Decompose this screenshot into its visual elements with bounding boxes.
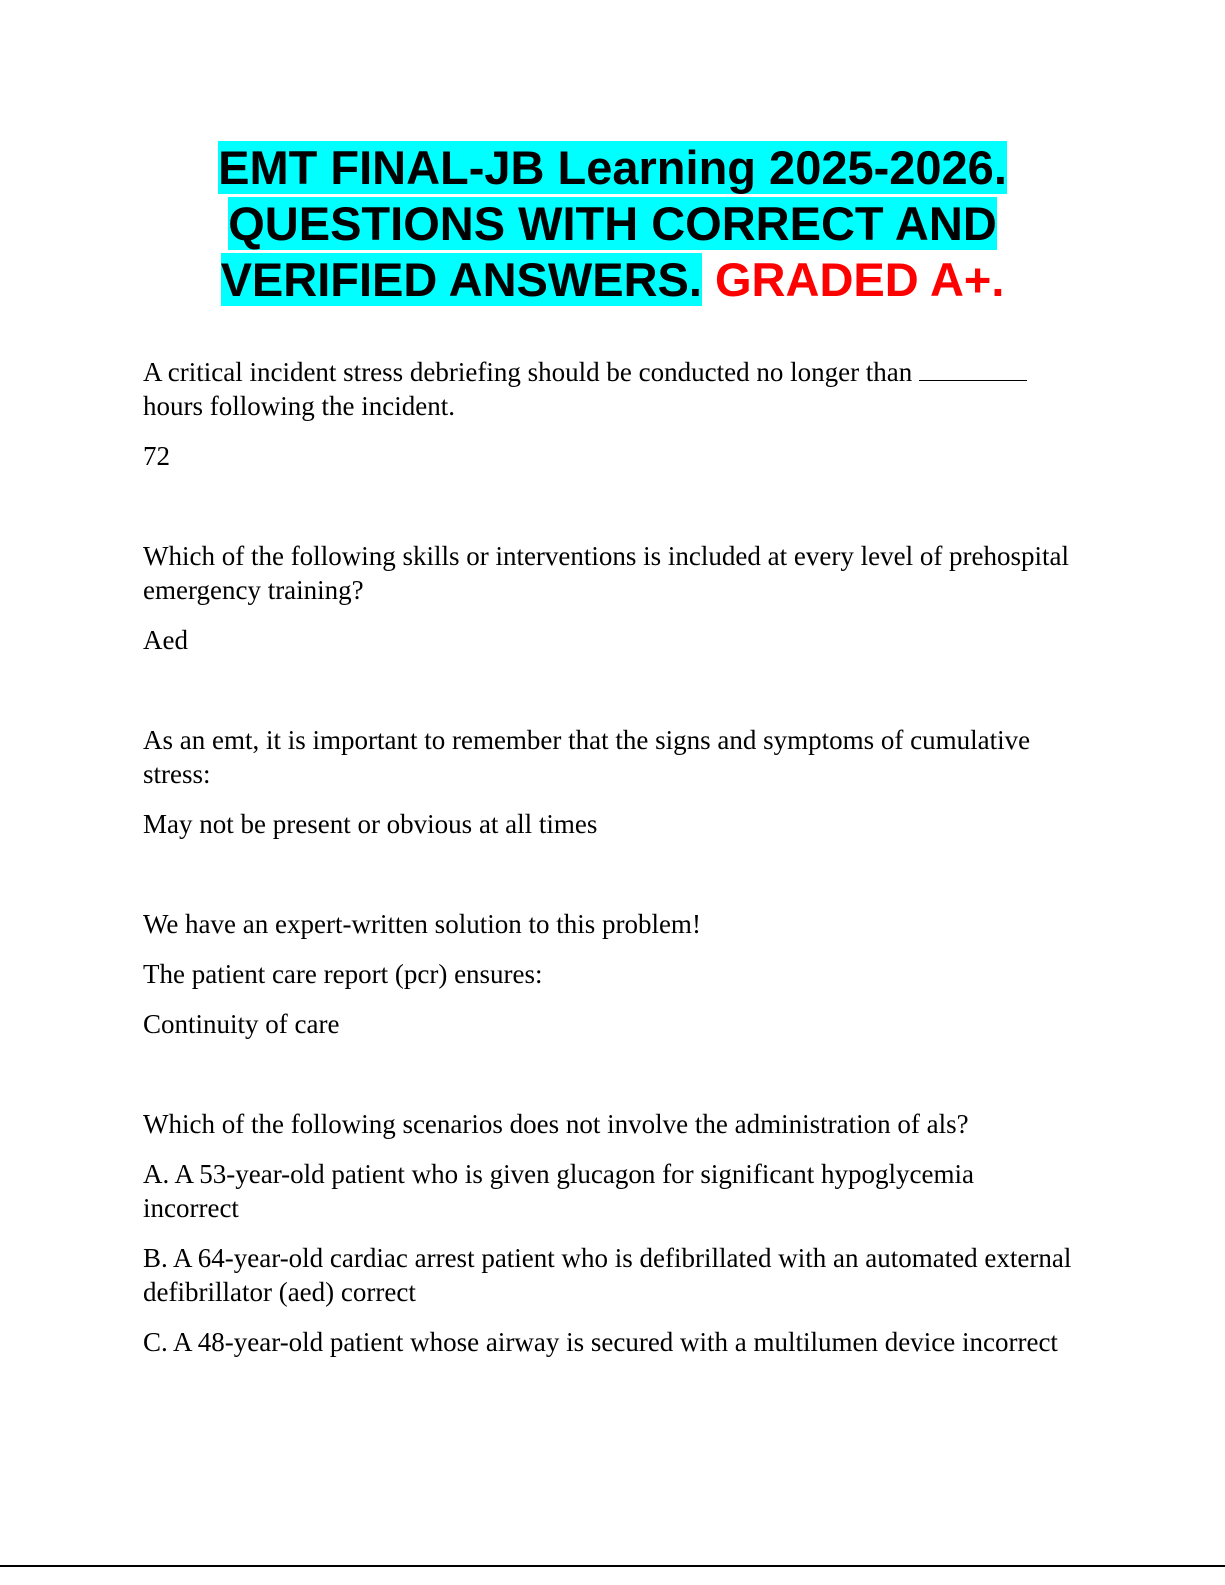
qa-item-3 [143,723,1073,841]
question-before-blank: A critical incident stress debriefing should be conducted no longer than [143,357,913,387]
qa-item-4 [143,907,1073,1041]
question-text: As an emt, it is important to remember that the signs and symptoms of cumulative stress: [143,725,1031,789]
question-text: The patient care report (pcr) ensures: [143,959,543,989]
title-line-2: QUESTIONS WITH CORRECT AND [228,197,997,250]
qa-item-1 [143,355,1073,473]
title-line-1: EMT FINAL-JB Learning 2025-2026. [218,141,1007,194]
document-title [120,140,1105,308]
answer-text: 72 [143,441,170,471]
graded-label: GRADED A+. [715,253,1005,306]
question-text: Which of the following skills or interventions is included at every level of prehospital emergency training? [143,541,1070,605]
qa-item-2 [143,539,1073,657]
question-text: Which of the following scenarios does not involve the administration of als? [143,1109,969,1139]
footer-rule [0,1565,1225,1567]
document-body [143,355,1073,1375]
question-after-blank: hours following the incident. [143,391,455,421]
answer-text: May not be present or obvious at all times [143,809,598,839]
option-a: A. A 53-year-old patient who is given glucagon for significant hypoglycemia incorrect [143,1159,975,1223]
title-line-3: VERIFIED ANSWERS. [220,253,702,306]
option-c: C. A 48-year-old patient whose airway is secured with a multilumen device incorrect [143,1327,1058,1357]
option-b: B. A 64-year-old cardiac arrest patient who is defibrillated with an automated external defibrillator (aed) correct [143,1243,1072,1307]
qa-item-5 [143,1107,1073,1359]
answer-text: Aed [143,625,188,655]
question-text [143,355,1073,423]
solution-note: We have an expert-written solution to this problem! [143,909,701,939]
answer-blank [919,356,1027,381]
answer-text: Continuity of care [143,1009,340,1039]
